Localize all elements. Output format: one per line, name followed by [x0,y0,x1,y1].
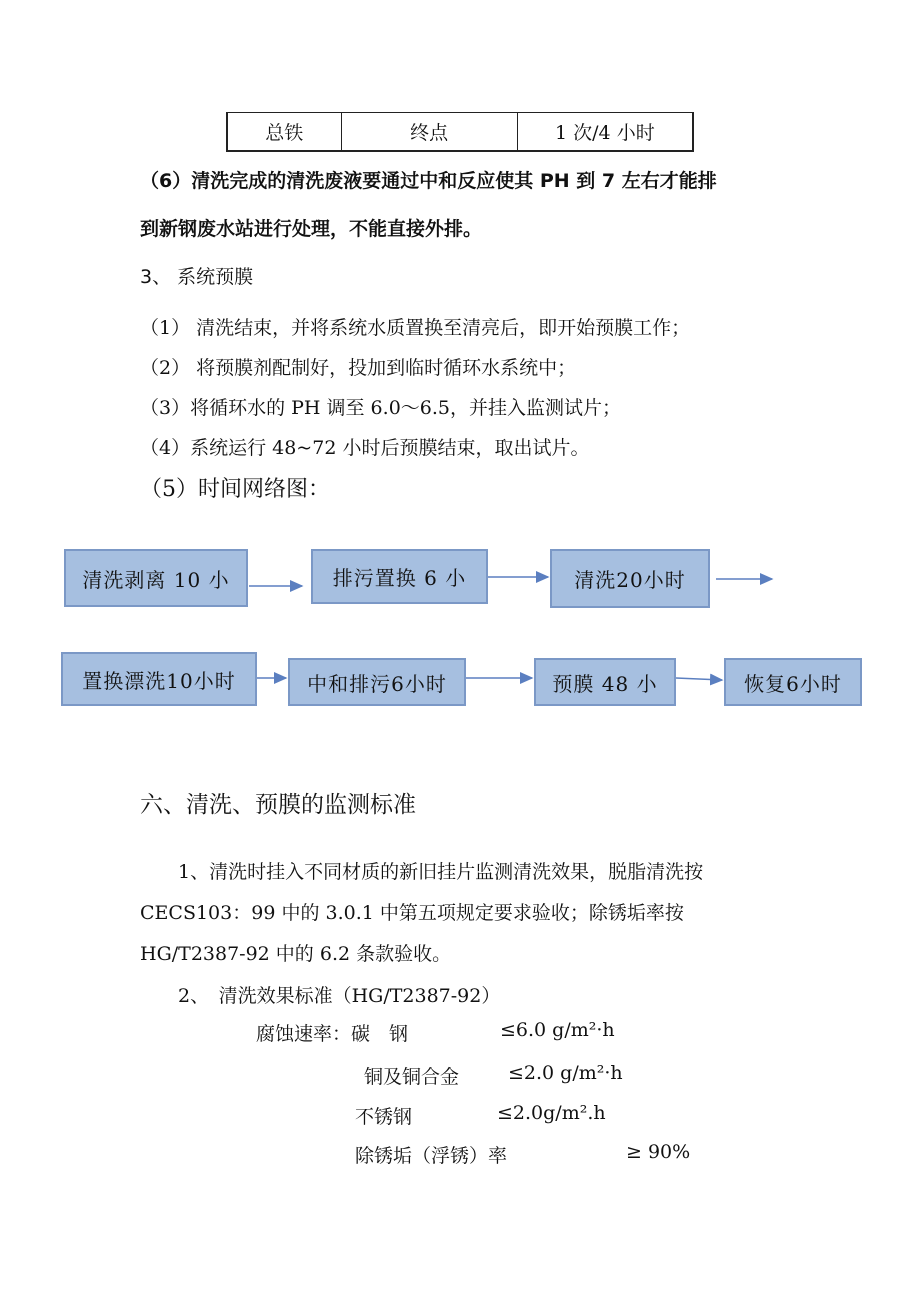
flow-step-clean: 清洗20小时 [550,549,710,608]
standard-label-derust-rate: 除锈垢（浮锈）率 [355,1145,508,1167]
flow-step-prefilm: 预膜 48 小 [534,658,676,706]
flow-step-rinse: 置换漂洗10小时 [61,652,257,706]
section6-p1-line1: 1、清洗时挂入不同材质的新旧挂片监测清洗效果，脱脂清洗按 [178,861,704,883]
standard-value-derust-rate: ≥ 90% [626,1141,691,1163]
section3-item5: （5）时间网络图： [140,477,330,502]
standard-label-carbon-steel: 腐蚀速率：碳 钢 [256,1023,409,1045]
section3-item3: （3）将循环水的 PH 调至 6.0～6.5，并挂入监测试片； [140,397,621,419]
flow-step-neutralize: 中和排污6小时 [288,658,466,706]
standard-value-stainless: ≤2.0g/m².h [497,1102,606,1124]
section3-item2: （2） 将预膜剂配制好，投加到临时循环水系统中； [140,357,577,379]
section6-p2: 2、 清洗效果标准（HG/T2387-92） [178,985,501,1007]
table-cell-frequency: 1 次/4 小时 [555,122,655,144]
standard-value-carbon-steel: ≤6.0 g/m²·h [500,1019,615,1041]
flow-step-drain-replace: 排污置换 6 小 [311,549,488,604]
table-cell-item: 总铁 [228,113,342,150]
flow-step-strip-clean: 清洗剥离 10 小 [64,549,248,607]
standard-label-stainless: 不锈钢 [355,1106,413,1128]
flow-step-restore: 恢复6小时 [724,658,862,706]
section3-item4: （4）系统运行 48~72 小时后预膜结束，取出试片。 [140,437,590,459]
section6-p1-line3: HG/T2387-92 中的 6.2 条款验收。 [140,943,452,965]
section3-item1: （1） 清洗结束，并将系统水质置换至清亮后，即开始预膜工作； [140,317,691,339]
section3-heading: 3、 系统预膜 [140,266,254,288]
arrow-6 [676,678,722,680]
item6-line2: 到新钢废水站进行处理，不能直接外排。 [140,218,483,240]
section6-p1-line2: CECS103：99 中的 3.0.1 中第五项规定要求验收；除锈垢率按 [140,902,684,924]
table-cell-point: 终点 [342,113,518,150]
standard-label-copper: 铜及铜合金 [364,1066,460,1088]
item6-line1: （6）清洗完成的清洗废液要通过中和反应使其 PH 到 7 左右才能排 [140,170,717,192]
standard-value-copper: ≤2.0 g/m²·h [508,1062,623,1084]
section6-heading: 六、清洗、预膜的监测标准 [140,792,416,818]
